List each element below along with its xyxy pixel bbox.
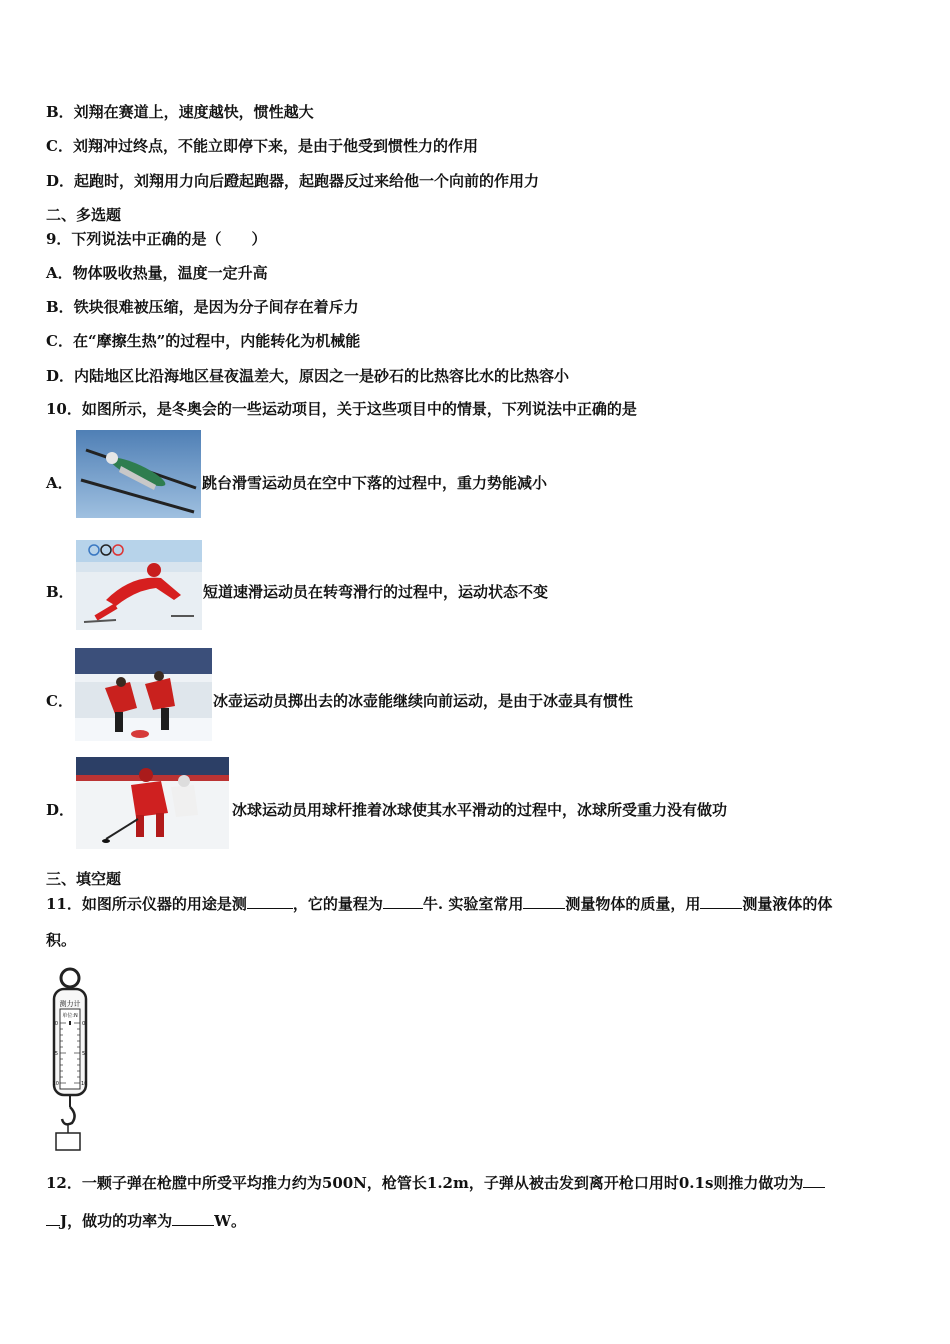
section-heading-fill-in: 三、填空题 [46,870,122,888]
q9-option-c: C．在“摩擦生热”的过程中，内能转化为机械能 [46,332,361,350]
scale-tick-right-10: 10 [81,1081,88,1087]
q10-option-d-label: D． [46,801,75,819]
q8-option-c: C．刘翔冲过终点，不能立即停下来，是由于他受到惯性力的作用 [46,137,478,155]
q11-blank-volume-tool[interactable] [700,894,742,909]
q10-option-d-text: 冰球运动员用球杆推着冰球使其水平滑动的过程中，冰球所受重力没有做功 [232,801,728,819]
scale-tick-left-0: 0 [54,1021,58,1027]
scale-title-label: 测力计 [59,1000,81,1008]
ski-jump-photo [76,430,201,518]
q11-text-part-5: 测量液体的体 [742,895,833,913]
q9-option-b: B．铁块很难被压缩，是因为分子间存在着斥力 [46,298,359,316]
q10-option-c-label: C． [46,692,73,710]
q8-option-d: D．起跑时，刘翔用力向后蹬起跑器，起跑器反过来给他一个向前的作用力 [46,172,540,190]
q9-option-a: A．物体吸收热量，温度一定升高 [46,264,268,282]
curling-photo [75,648,212,741]
q11-blank-mass-tool[interactable] [523,894,565,909]
scale-tick-left-5: 5 [54,1051,58,1057]
speed-skating-photo [76,540,202,630]
q11-text-part-1: 11．如图所示仪器的用途是测 [46,895,247,913]
q11-blank-range[interactable] [383,894,423,909]
q12-line-2 [46,1211,246,1230]
q9-option-d: D．内陆地区比沿海地区昼夜温差大，原因之一是砂石的比热容比水的比热容小 [46,367,570,385]
q12-blank-power[interactable] [172,1211,214,1226]
q10-stem: 10．如图所示，是冬奥会的一些运动项目，关于这些项目中的情景，下列说法中正确的是 [46,400,637,418]
q11-blank-quantity[interactable] [247,894,293,909]
section-heading-multiple-choice: 二、多选题 [46,206,122,224]
q9-stem: 9．下列说法中正确的是（ ） [46,230,267,248]
q11-line-1 [46,894,832,913]
q8-option-b: B．刘翔在赛道上，速度越快，惯性越大 [46,103,314,121]
ice-hockey-photo [76,757,229,849]
q12-blank-work-part-2[interactable] [46,1211,60,1226]
q10-option-c-text: 冰壶运动员掷出去的冰壶能继续向前运动，是由于冰壶具有惯性 [213,692,634,710]
scale-tick-left-10: 10 [52,1081,59,1087]
q11-text-part-2: ，它的量程为 [292,895,383,913]
q11-text-part-3: 牛. 实验室常用 [422,895,524,913]
q12-text-part-2: J，做功的功率为 [60,1212,173,1230]
q12-line-1 [46,1173,825,1192]
spring-scale-figure [46,965,96,1153]
q12-text-part-3: W。 [214,1212,246,1230]
scale-tick-right-5: 5 [82,1051,86,1057]
scale-tick-right-0: 0 [82,1021,86,1027]
q10-option-a-text: 跳台滑雪运动员在空中下落的过程中，重力势能减小 [202,474,548,492]
q10-option-a-label: A． [46,474,73,492]
q10-option-b-text: 短道速滑运动员在转弯滑行的过程中，运动状态不变 [203,583,549,601]
q11-line-2: 积。 [46,931,77,949]
q12-text-part-1: 12．一颗子弹在枪膛中所受平均推力约为500N，枪管长1.2m，子弹从被击发到离开枪口用时0.1s则推力做功为 [46,1174,804,1192]
q12-blank-work-part-1[interactable] [803,1173,825,1188]
q10-option-b-label: B． [46,583,74,601]
q11-text-part-4: 测量物体的质量，用 [565,895,701,913]
scale-unit-label: 单位:N [62,1013,78,1019]
